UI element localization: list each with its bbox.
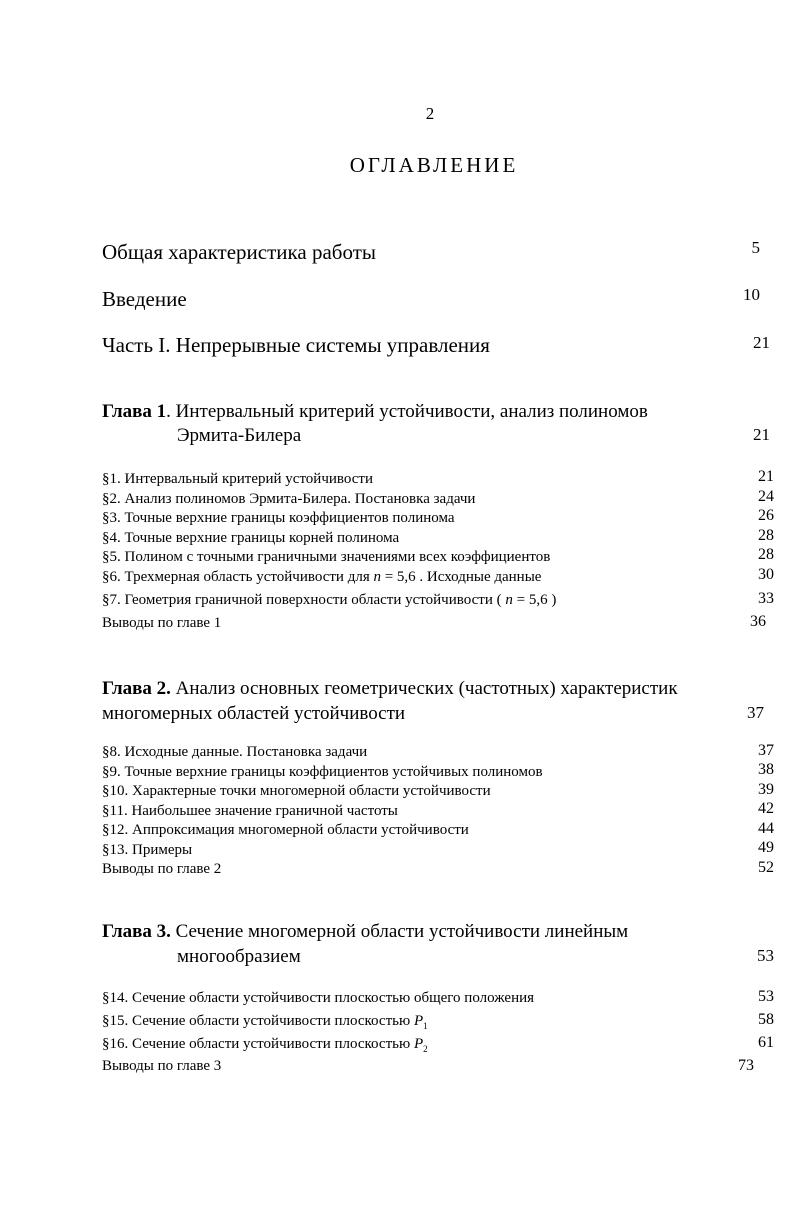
toc-section-page: 24 [758, 488, 774, 505]
section6-var: n [373, 569, 381, 585]
chapter1-heading [102, 401, 648, 423]
toc-section: §1. Интервальный критерий устойчивости [102, 471, 373, 487]
chapter2-title-line1: Анализ основных геометрических (частотных) характеристик [170, 678, 678, 699]
toc-title: ОГЛАВЛЕНИЕ [349, 153, 519, 177]
chapter2-page: 37 [747, 703, 764, 722]
toc-section: §14. Сечение области устойчивости плоскостью общего положения [102, 990, 535, 1006]
toc-page-general: 5 [751, 238, 760, 257]
toc-section: §12. Аппроксимация многомерной области устойчивости [102, 822, 469, 838]
chapter1-title-line2: Эрмита-Билера [177, 425, 302, 446]
chapter3-conclusion-page: 73 [738, 1057, 754, 1074]
chapter3-conclusion: Выводы по главе 3 [102, 1058, 222, 1074]
toc-section-7 [102, 592, 556, 609]
toc-page-intro: 10 [743, 285, 760, 304]
chapter1-prefix: Глава 1 [102, 401, 167, 422]
section7-text: §7. Геометрия граничной поверхности области устойчивости ( [102, 592, 506, 608]
section6-text-end: = 5,6 . Исходные данные [380, 569, 542, 585]
toc-section: §9. Точные верхние границы коэффициентов устойчивых полиномов [102, 764, 543, 780]
toc-section-15 [102, 1013, 428, 1031]
section7-text-end: = 5,6 ) [512, 592, 557, 608]
toc-section-page: 61 [758, 1034, 774, 1051]
toc-section-page: 58 [758, 1011, 774, 1028]
toc-section: §5. Полином с точными граничными значениями всех коэффициентов [102, 549, 551, 565]
section15-text: §15. Сечение области устойчивости плоскостью [102, 1013, 414, 1029]
section16-text: §16. Сечение области устойчивости плоскостью [102, 1036, 414, 1052]
toc-section: §2. Анализ полиномов Эрмита-Билера. Постановка задачи [102, 491, 476, 507]
page-number: 2 [425, 104, 435, 123]
toc-section-page: 44 [758, 820, 774, 837]
toc-section-page: 37 [758, 742, 774, 759]
chapter1-page: 21 [753, 425, 770, 444]
section15-sub: 1 [423, 1021, 428, 1031]
section16-var: P [413, 1036, 424, 1052]
chapter3-page: 53 [757, 946, 774, 965]
chapter1-title-line1: . Интервальный критерий устойчивости, анализ полиномов [166, 401, 648, 422]
chapter2-conclusion: Выводы по главе 2 [102, 861, 222, 877]
toc-section-page: 39 [758, 781, 774, 798]
toc-section-page: 53 [758, 988, 774, 1005]
chapter1-conclusion-page: 36 [750, 613, 766, 630]
chapter3-prefix: Глава 3. [102, 921, 171, 942]
chapter3-title-line1: Сечение многомерной области устойчивости линейным [170, 921, 629, 942]
toc-section-page: 28 [758, 527, 774, 544]
toc-section: §4. Точные верхние границы корней полинома [102, 530, 400, 546]
chapter1-conclusion: Выводы по главе 1 [102, 615, 222, 631]
toc-section-page: 30 [758, 566, 774, 583]
toc-section-page: 26 [758, 507, 774, 524]
section15-var: P [413, 1013, 424, 1029]
chapter3-heading [102, 921, 628, 943]
toc-entry-part1: Часть I. Непрерывные системы управления [102, 333, 490, 357]
toc-section-page: 38 [758, 761, 774, 778]
toc-page-part1: 21 [753, 333, 770, 352]
section7-var: n [505, 592, 513, 608]
toc-section-6 [102, 569, 541, 586]
chapter3-title-line2: многообразием [177, 946, 301, 967]
toc-section-page: 21 [758, 468, 774, 485]
section6-text: §6. Трехмерная область устойчивости для [102, 569, 374, 585]
toc-section-page: 28 [758, 546, 774, 563]
toc-section-page: 33 [758, 590, 774, 607]
chapter2-prefix: Глава 2. [102, 678, 171, 699]
chapter2-conclusion-page: 52 [758, 859, 774, 876]
toc-section-16 [102, 1036, 428, 1054]
section16-sub: 2 [423, 1044, 428, 1054]
chapter2-heading [102, 678, 678, 700]
toc-entry-intro: Введение [102, 287, 187, 311]
toc-section: §3. Точные верхние границы коэффициентов полинома [102, 510, 455, 526]
toc-entry-general: Общая характеристика работы [102, 240, 376, 264]
toc-section-page: 49 [758, 839, 774, 856]
toc-section: §13. Примеры [102, 842, 193, 858]
toc-section-page: 42 [758, 800, 774, 817]
chapter2-title-line2: многомерных областей устойчивости [102, 703, 406, 724]
toc-section: §11. Наибольшее значение граничной частоты [102, 803, 398, 819]
toc-section: §8. Исходные данные. Постановка задачи [102, 744, 368, 760]
toc-section: §10. Характерные точки многомерной области устойчивости [102, 783, 491, 799]
